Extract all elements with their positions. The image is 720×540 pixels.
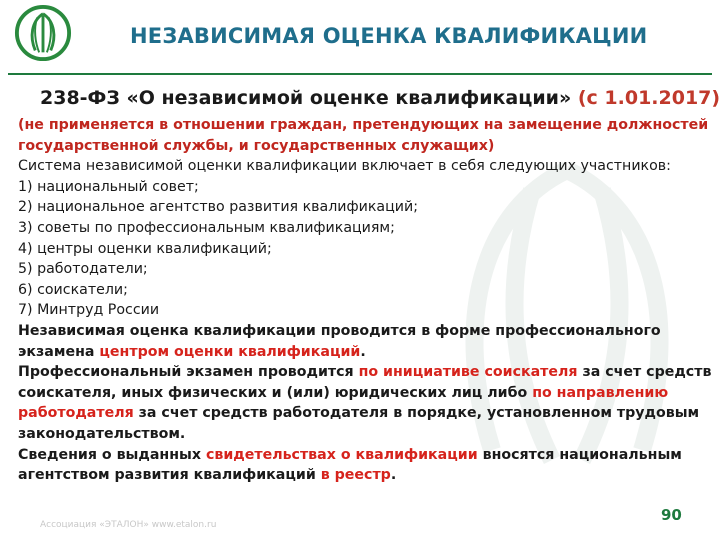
applicability-note: (не применяется в отношении граждан, претендующих на замещение должностей государственной службы, и государственных служащих) [18,117,709,154]
exam-funding-highlight-employer: по направлению работодателя [18,384,669,422]
law-title [40,87,720,109]
list-item: 1) национальный совет; [18,178,199,195]
exam-funding-text: Профессиональный экзамен проводится [18,364,359,381]
certificates-paragraph [18,445,712,486]
exam-funding-text-mid: за счет средств соискателя, иных физических и (или) юридических лиц либо [18,364,712,401]
certificates-text-mid: вносятся национальным агентством развития квалификаций [18,446,682,484]
exam-funding-paragraph [18,362,712,444]
page-number: 90 [661,506,682,524]
exam-form-highlight: центром оценки квалификаций [99,343,361,360]
footer-organization: Ассоциация «ЭТАЛОН» www.etalon.ru [40,520,217,530]
list-item: 5) работодатели; [18,261,148,278]
registry-highlight: в реестр [320,467,391,484]
certificates-text: Сведения о выданных [18,446,206,463]
law-effective-date: (с 1.01.2017) [577,87,720,109]
exam-form-end: . [360,343,366,360]
slide-body [18,115,712,486]
certificates-text-end: . [390,467,397,484]
slide-title: НЕЗАВИСИМАЯ ОЦЕНКА КВАЛИФИКАЦИИ [130,24,648,48]
exam-form-paragraph [18,321,712,362]
exam-funding-text-end: за счет средств работодателя в порядке, установленном трудовым законодательством. [18,405,700,442]
list-item: 2) национальное агентство развития квалификаций; [18,199,418,216]
title-divider [8,73,712,75]
list-item: 3) советы по профессиональным квалификациям; [18,219,395,236]
list-item: 7) Минтруд России [18,302,160,319]
law-name: 238-ФЗ «О независимой оценке квалификации» [40,87,572,109]
etalon-logo-icon [14,4,72,62]
certificates-highlight: свидетельствах о квалификации [205,446,478,463]
system-intro: Система независимой оценки квалификации включает в себя следующих участников: [18,158,671,175]
participants-list [18,177,712,321]
exam-form-text: Независимая оценка квалификации проводится в форме профессионального экзамена [18,322,661,360]
list-item: 4) центры оценки квалификаций; [18,240,272,257]
exam-funding-highlight-initiative: по инициативе соискателя [358,364,578,381]
list-item: 6) соискатели; [18,281,128,298]
